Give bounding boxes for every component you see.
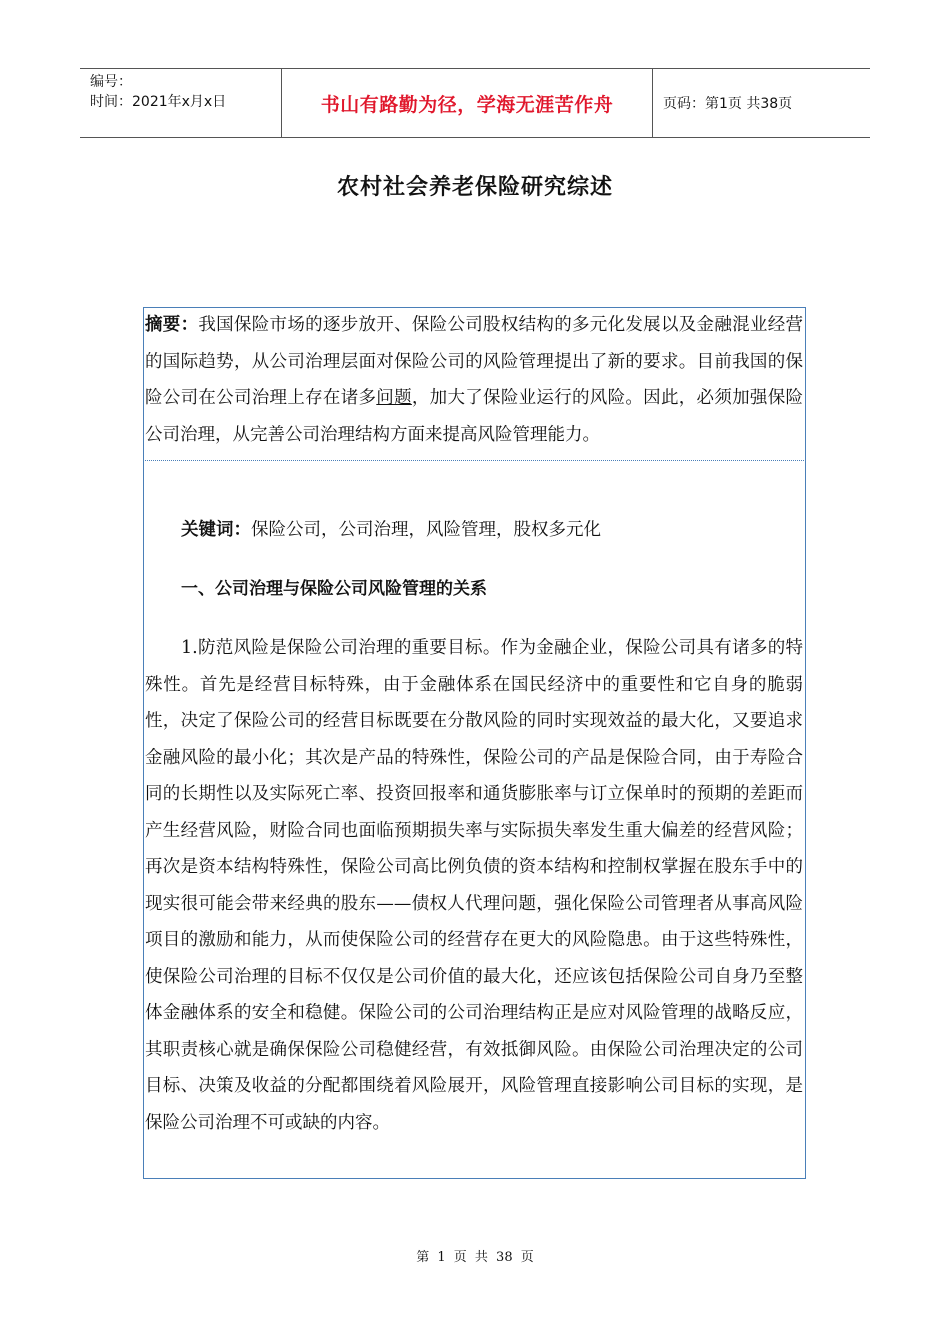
abstract-paragraph xyxy=(145,307,803,453)
document-date: 时间：2021年x月x日 xyxy=(90,94,227,110)
abstract-text-1: 我国保险市场的逐步放开、保险公司股权结构的多元化发展以及金融混业经营的国际趋势，从公司治理层面对保险公司的风险管理提出了新的要求。目前我国的保险公司在公司治理上存在诸多 xyxy=(145,315,803,408)
page-footer: 第 1 页 共 38 页 xyxy=(416,1250,534,1265)
keywords-text: 保险公司，公司治理，风险管理，股权多元化 xyxy=(251,520,601,540)
header-motto-cell xyxy=(281,69,653,137)
document-number-label: 编号： xyxy=(90,74,132,90)
document-title: 农村社会养老保险研究综述 xyxy=(336,175,613,200)
header-motto: 书山有路勤为径，学海无涯苦作舟 xyxy=(320,93,614,116)
body-paragraph: 1.防范风险是保险公司治理的重要目标。作为金融企业，保险公司具有诸多的特殊性。首先是经营目标特殊，由于金融体系在国民经济中的重要性和它自身的脆弱性，决定了保险公司的经营目标既要在分散风险的同时实现效益的最大化，又要追求金融风险的最小化；其次是产品的特殊性，保险公司的产品是保险合同，由于寿险合同的长期性以及实际死亡率、投资回报率和通货膨胀率与订立保单时的预期的差距而产生经营风险，财险合同也面临预期损失率与实际损失率发生重大偏差的经营风险；再次是资本结构特殊性，保险公司高比例负债的资本结构和控制权掌握在股东手中的现实很可能会带来经典的股东——债权人代理问题，强化保险公司管理者从事高风险项目的激励和能力，从而使保险公司的经营存在更大的风险隐患。由于这些特殊性，使保险公司治理的目标不仅仅是公司价值的最大化，还应该包括保险公司自身乃至整体金融体系的安全和稳健。保险公司的公司治理结构正是应对风险管理的战略反应，其职责核心就是确保保险公司稳健经营，有效抵御风险。由保险公司治理决定的公司目标、决策及收益的分配都围绕着风险展开，风险管理直接影响公司目标的实现，是保险公司治理不可或缺的内容。 xyxy=(145,638,803,1133)
header-meta xyxy=(80,69,281,137)
keywords-label: 关键词： xyxy=(181,520,251,540)
page-header xyxy=(80,68,870,138)
section-heading: 一、公司治理与保险公司风险管理的关系 xyxy=(181,579,487,599)
abstract-text-2: ，加大了保险业运行的风险。因此，必须加强保险公司治理，从完善公司治理结构方面来提高风险管理能力。 xyxy=(145,388,804,445)
header-page-info: 页码：第1页 共38页 xyxy=(663,96,793,112)
keywords-paragraph xyxy=(145,512,803,549)
abstract-label: 摘要： xyxy=(145,315,199,335)
abstract-underlined-word: 问题 xyxy=(376,388,412,408)
